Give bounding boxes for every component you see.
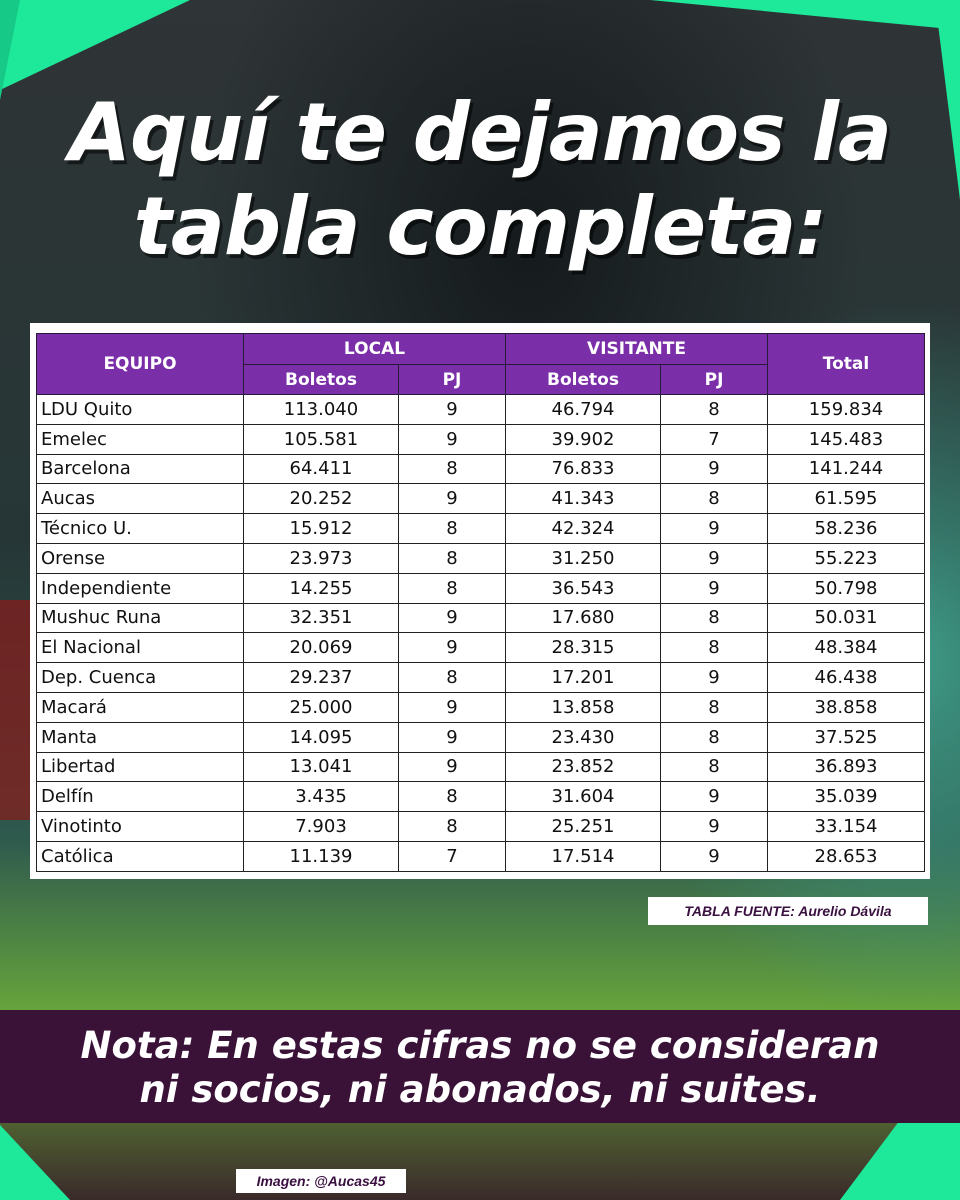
table-row [37,395,925,425]
col-header-visitante-boletos: Boletos [506,365,661,395]
col-header-total: Total [768,334,925,395]
cell-total: 61.595 [768,484,925,514]
cell-visitante-boletos: 41.343 [506,484,661,514]
cell-team: LDU Quito [37,395,244,425]
cell-visitante-pj: 9 [661,663,768,693]
cell-team: Libertad [37,752,244,782]
cell-local-boletos: 13.041 [244,752,399,782]
cell-local-boletos: 25.000 [244,692,399,722]
cell-team: Técnico U. [37,514,244,544]
cell-team: Mushuc Runa [37,603,244,633]
col-header-visitante-pj: PJ [661,365,768,395]
table-row [37,573,925,603]
cell-local-pj: 8 [399,812,506,842]
table-row [37,782,925,812]
cell-local-boletos: 14.095 [244,722,399,752]
cell-team: Dep. Cuenca [37,663,244,693]
cell-visitante-pj: 8 [661,484,768,514]
col-header-local-boletos: Boletos [244,365,399,395]
cell-visitante-pj: 7 [661,424,768,454]
cell-total: 58.236 [768,514,925,544]
cell-local-pj: 8 [399,543,506,573]
cell-visitante-boletos: 46.794 [506,395,661,425]
cell-local-boletos: 113.040 [244,395,399,425]
cell-local-pj: 9 [399,484,506,514]
cell-team: Manta [37,722,244,752]
cell-team: Aucas [37,484,244,514]
headline-line-1: Aquí te dejamos la [69,86,891,179]
cell-local-pj: 8 [399,454,506,484]
cell-visitante-boletos: 23.852 [506,752,661,782]
cell-visitante-pj: 9 [661,543,768,573]
cell-local-pj: 9 [399,752,506,782]
note-line-2: ni socios, ni abonados, ni suites. [139,1068,821,1111]
headline [0,86,960,274]
cell-local-pj: 8 [399,573,506,603]
cell-visitante-pj: 9 [661,841,768,871]
cell-local-pj: 9 [399,722,506,752]
cell-local-pj: 8 [399,663,506,693]
cell-total: 145.483 [768,424,925,454]
cell-local-boletos: 15.912 [244,514,399,544]
cell-total: 33.154 [768,812,925,842]
cell-total: 46.438 [768,663,925,693]
cell-total: 48.384 [768,633,925,663]
table-row [37,484,925,514]
table-row [37,841,925,871]
cell-visitante-boletos: 17.514 [506,841,661,871]
cell-local-pj: 8 [399,782,506,812]
cell-visitante-boletos: 42.324 [506,514,661,544]
image-credit: Imagen: @Aucas45 [236,1169,406,1193]
cell-team: Emelec [37,424,244,454]
cell-visitante-boletos: 28.315 [506,633,661,663]
source-label: TABLA FUENTE: Aurelio Dávila [648,897,928,925]
cell-local-pj: 9 [399,692,506,722]
cell-visitante-pj: 8 [661,603,768,633]
cell-local-boletos: 29.237 [244,663,399,693]
cell-local-boletos: 14.255 [244,573,399,603]
table-row [37,514,925,544]
cell-local-boletos: 20.069 [244,633,399,663]
cell-local-pj: 9 [399,603,506,633]
cell-total: 50.798 [768,573,925,603]
cell-team: Orense [37,543,244,573]
cell-team: El Nacional [37,633,244,663]
attendance-table [36,333,925,872]
cell-team: Macará [37,692,244,722]
cell-visitante-pj: 9 [661,573,768,603]
cell-team: Vinotinto [37,812,244,842]
col-header-equipo: EQUIPO [37,334,244,395]
cell-visitante-boletos: 17.201 [506,663,661,693]
group-header-visitante: VISITANTE [506,334,768,365]
cell-local-boletos: 3.435 [244,782,399,812]
cell-team: Independiente [37,573,244,603]
cell-visitante-pj: 8 [661,752,768,782]
cell-visitante-boletos: 23.430 [506,722,661,752]
table-row [37,812,925,842]
cell-visitante-pj: 8 [661,722,768,752]
cell-local-pj: 9 [399,633,506,663]
cell-local-pj: 9 [399,424,506,454]
cell-local-pj: 9 [399,395,506,425]
cell-total: 37.525 [768,722,925,752]
cell-visitante-boletos: 39.902 [506,424,661,454]
cell-visitante-pj: 8 [661,633,768,663]
cell-visitante-boletos: 36.543 [506,573,661,603]
cell-local-boletos: 23.973 [244,543,399,573]
cell-visitante-boletos: 31.604 [506,782,661,812]
cell-total: 28.653 [768,841,925,871]
cell-visitante-pj: 9 [661,812,768,842]
cell-local-boletos: 20.252 [244,484,399,514]
cell-total: 38.858 [768,692,925,722]
table-row [37,633,925,663]
cell-total: 35.039 [768,782,925,812]
cell-local-boletos: 32.351 [244,603,399,633]
cell-total: 36.893 [768,752,925,782]
cell-local-pj: 8 [399,514,506,544]
table-row [37,424,925,454]
table-row [37,722,925,752]
table-row [37,663,925,693]
table-row [37,543,925,573]
cell-team: Delfín [37,782,244,812]
cell-local-pj: 7 [399,841,506,871]
cell-local-boletos: 11.139 [244,841,399,871]
note-text [0,1024,960,1112]
col-header-local-pj: PJ [399,365,506,395]
cell-total: 141.244 [768,454,925,484]
cell-team: Barcelona [37,454,244,484]
table-row [37,454,925,484]
cell-total: 159.834 [768,395,925,425]
table-row [37,692,925,722]
cell-visitante-boletos: 17.680 [506,603,661,633]
cell-visitante-pj: 8 [661,395,768,425]
cell-local-boletos: 7.903 [244,812,399,842]
cell-visitante-pj: 8 [661,692,768,722]
note-line-1: Nota: En estas cifras no se consideran [80,1024,880,1067]
table-row [37,752,925,782]
cell-visitante-boletos: 25.251 [506,812,661,842]
cell-total: 55.223 [768,543,925,573]
attendance-table-card [30,323,930,879]
cell-visitante-boletos: 76.833 [506,454,661,484]
cell-team: Católica [37,841,244,871]
cell-total: 50.031 [768,603,925,633]
cell-local-boletos: 105.581 [244,424,399,454]
table-body [37,395,925,872]
cell-local-boletos: 64.411 [244,454,399,484]
cell-visitante-pj: 9 [661,454,768,484]
table-row [37,603,925,633]
cell-visitante-pj: 9 [661,782,768,812]
cell-visitante-pj: 9 [661,514,768,544]
cell-visitante-boletos: 31.250 [506,543,661,573]
cell-visitante-boletos: 13.858 [506,692,661,722]
group-header-local: LOCAL [244,334,506,365]
headline-line-2: tabla completa: [133,180,827,273]
